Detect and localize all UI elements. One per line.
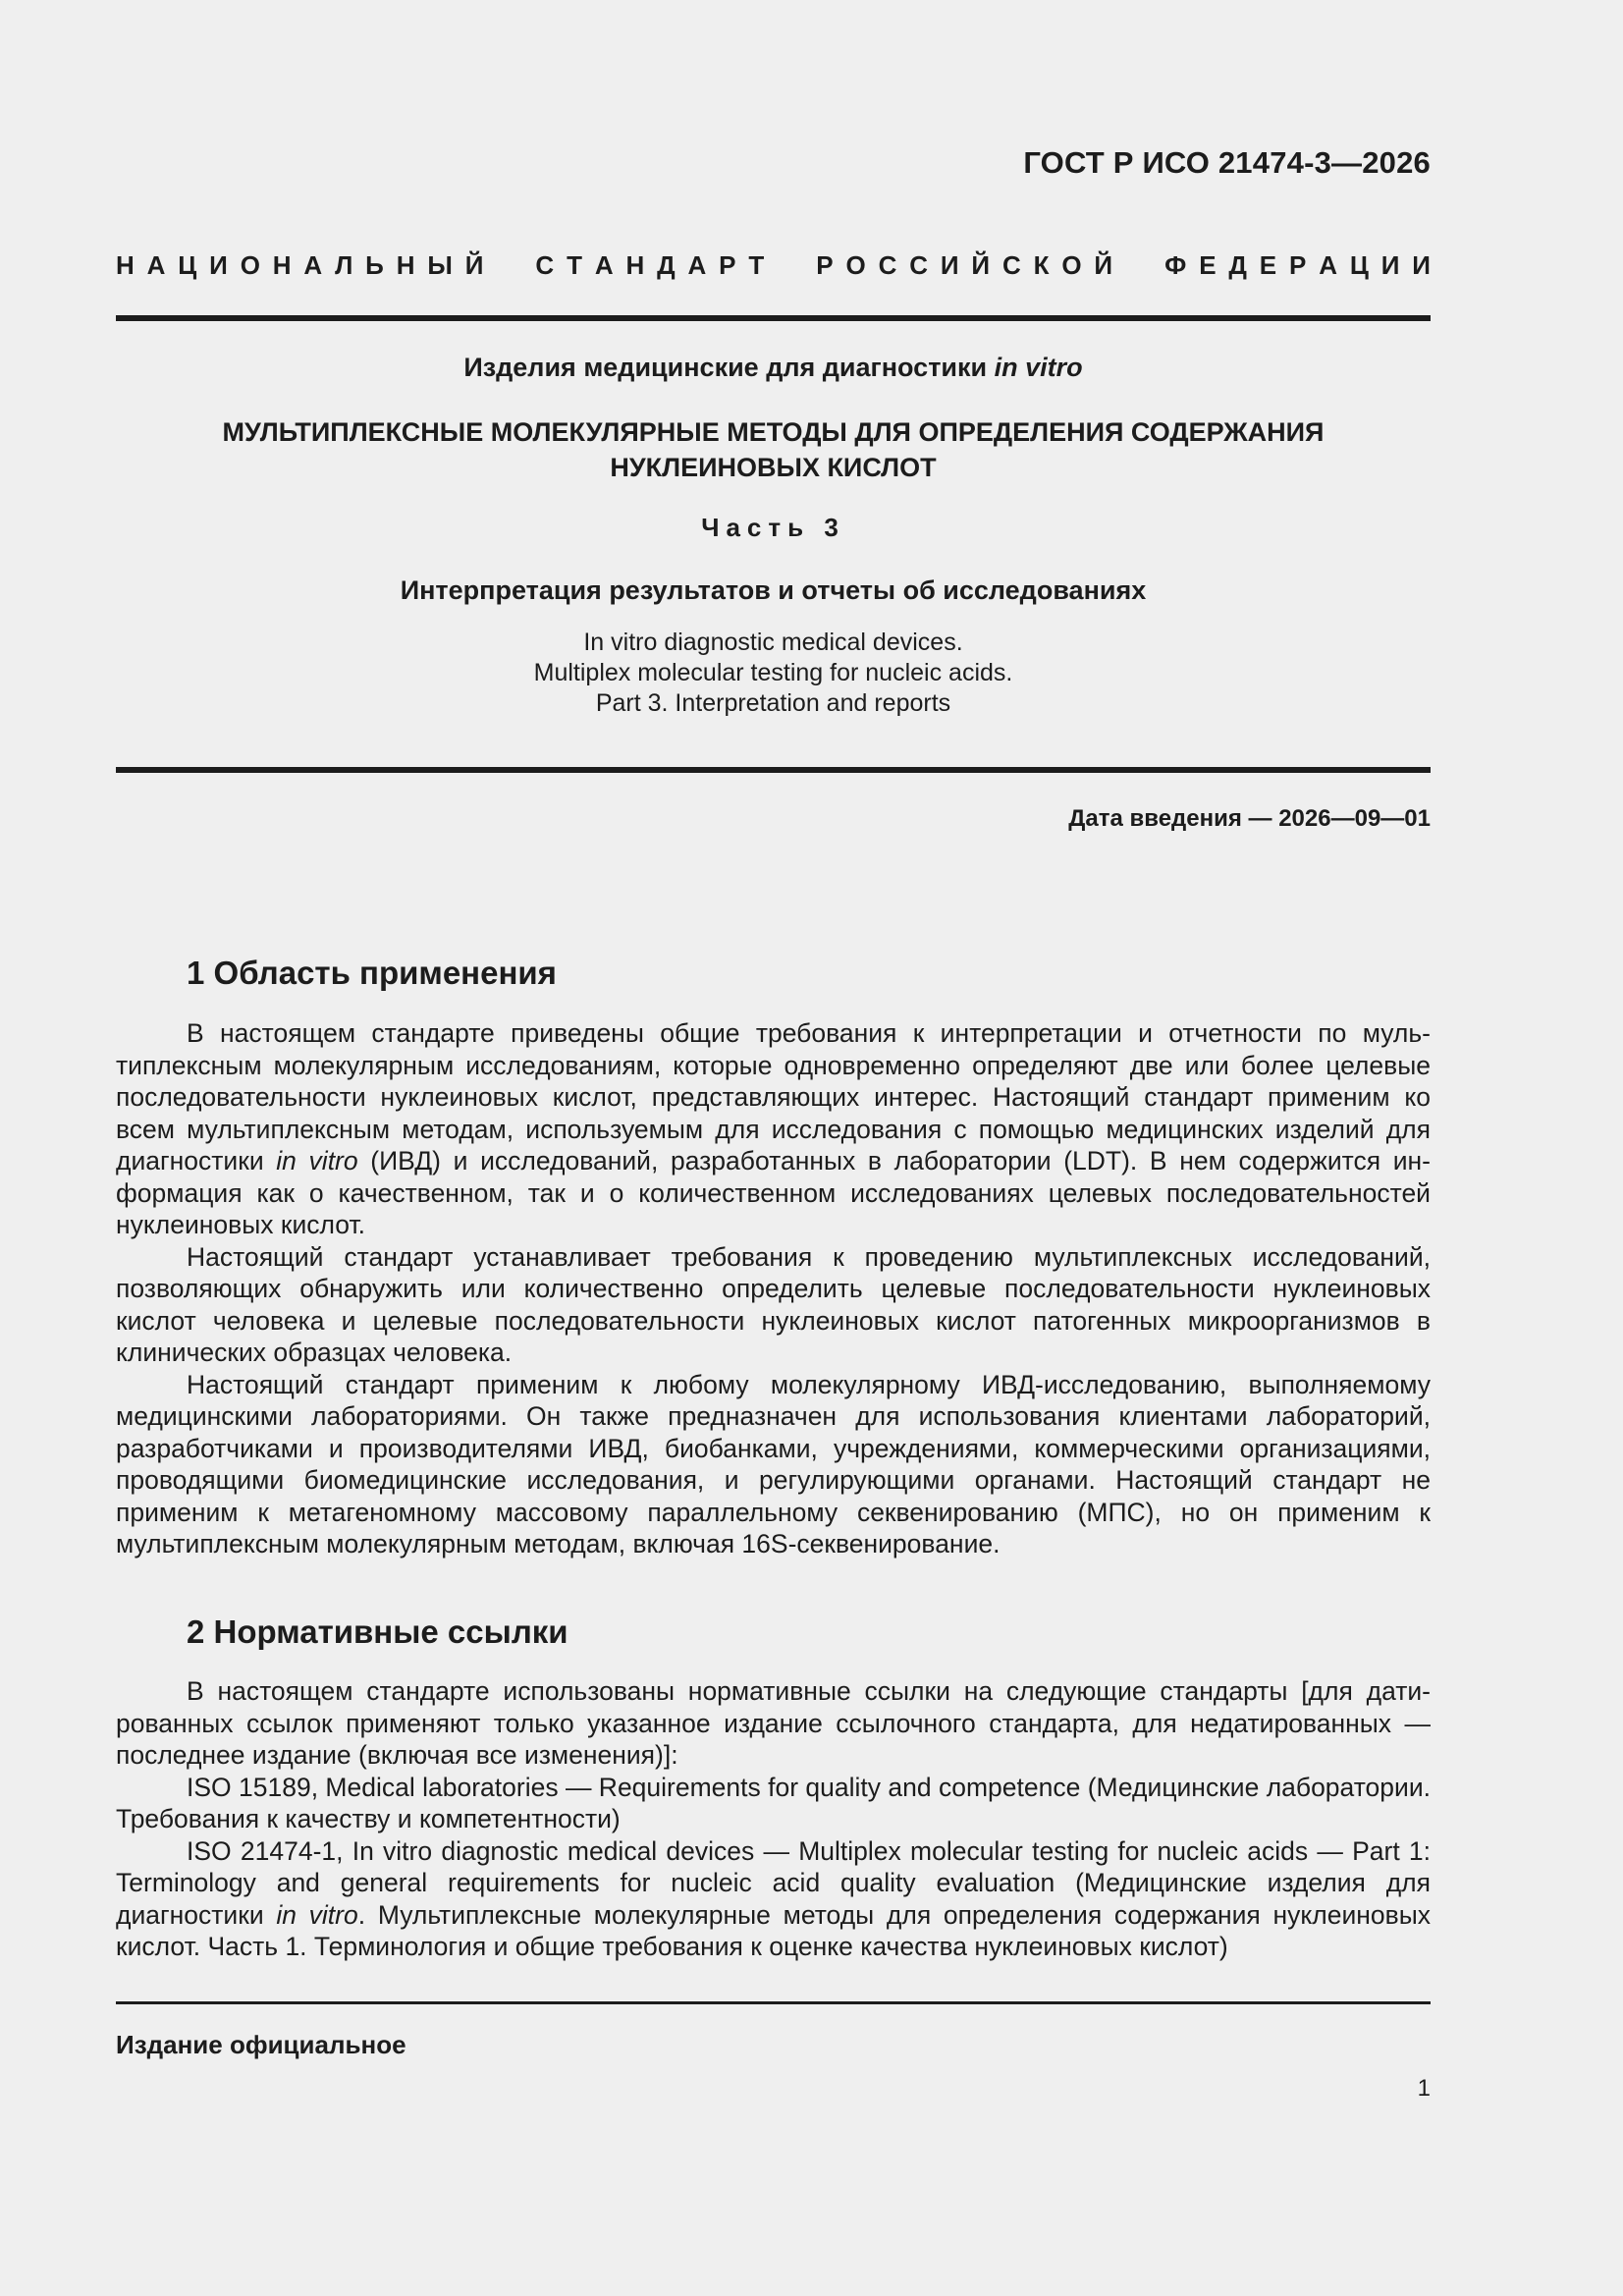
national-header-letter: А [687, 250, 707, 280]
paragraph: Настоящий стандарт устанавливает требования к проведению мультиплексных исследований, позволяющих обнаружить или количественно определить целевые последовательности нуклеиновых кислот человека и целевые последовательности нуклеиновых кислот патогенных микроорганизмов в клинических образцах человека. [116, 1241, 1431, 1367]
national-header-gap [496, 250, 503, 281]
title-subtitle-text: Изделия медицинские для диагностики [463, 353, 995, 382]
reference-item [116, 1835, 1431, 1963]
national-header-letter: О [240, 250, 260, 280]
national-header-letter: Н [272, 250, 292, 280]
national-header-gap [777, 250, 784, 281]
national-header-letter: Р [1289, 250, 1307, 280]
page-number: 1 [1417, 2075, 1431, 2102]
national-header-letter: А [303, 250, 323, 280]
national-header-letter: Е [1199, 250, 1217, 280]
title-subtitle [116, 350, 1431, 385]
reference-item: ISO 15189, Medical laboratories — Requirements for quality and competence (Медицинские лаборатории. Требования к качеству и компетентности) [116, 1772, 1431, 1833]
document-page [116, 0, 1431, 2296]
national-header-letter: Ц [1349, 250, 1369, 280]
title-rule [116, 767, 1431, 773]
national-header-letter: С [909, 250, 928, 280]
title-block [116, 350, 1431, 719]
national-header-letter: Р [816, 250, 834, 280]
title-english-line: Part 3. Interpretation and reports [595, 689, 951, 717]
national-header-letter: Ь [365, 250, 384, 280]
paragraph-text: . Мультиплексные молекулярные методы для определения содержания нуклеиновых кислот. Часть 1. Терминология и общие требования к оценке качества нуклеиновых кислот) [116, 1899, 1431, 1961]
title-interpretation: Интерпретация результатов и отчеты об исследованиях [400, 575, 1147, 605]
national-header-letter: С [1001, 250, 1021, 280]
section-scope-body [116, 1017, 1431, 1560]
national-header-letter: А [146, 250, 166, 280]
title-part: Часть 3 [701, 513, 845, 542]
introduction-date: Дата введения — 2026—09—01 [1068, 805, 1431, 832]
national-header-letter: Е [1259, 250, 1277, 280]
paragraph-text: В настоящем стандарте приведены общие требования к интерпретации и отчетности по мультиплексным молекулярным исследованиям, которые одновременно определяют две или более целевые последовательности нуклеиновых кислот, представляющих интерес. Настоящий стандарт применим ко всем мультиплексным методам, используемым для исследования с помощью медицинских изделий для диагностики [116, 1018, 1431, 1175]
national-header-letter: Ы [427, 250, 453, 280]
title-subtitle-italic: in vitro [994, 353, 1083, 382]
paragraph-italic: in vitro [276, 1146, 358, 1175]
national-header-letter: К [1033, 250, 1050, 280]
paragraph: Настоящий стандарт применим к любому молекулярному ИВД-исследованию, выполняемому медицинскими лабораториями. Он также предназначен для использования клиентами лабораторий, разработчиками и производителями ИВД, биобанками, учреждениями, коммерческими организациями, проводящими биомедицинские исследования, и регулирующими органами. Настоящий стандарт не применим к метагеномному массовому параллельному секвенированию (МПС), но он применим к мультиплексным молекулярным методам, включая 16S-секвенирование. [116, 1369, 1431, 1558]
national-header-letter: С [878, 250, 897, 280]
national-header-gap [515, 250, 522, 281]
title-english [116, 628, 1431, 719]
paragraph [116, 1017, 1431, 1241]
title-main-line1: МУЛЬТИПЛЕКСНЫЕ МОЛЕКУЛЯРНЫЕ МЕТОДЫ ДЛЯ ОПРЕДЕЛЕНИЯ СОДЕРЖАНИЯ [222, 417, 1325, 447]
national-standard-header [116, 250, 1431, 281]
title-english-line: Multiplex molecular testing for nucleic acids. [533, 659, 1013, 686]
national-header-letter: Н [625, 250, 645, 280]
national-header-letter: С [535, 250, 555, 280]
national-header-letter: Д [1228, 250, 1247, 280]
paragraph-text: ISO 21474-1, In vitro diagnostic medical devices — Multiplex molecular testing for nucleic acids — Part 1: Terminology and general requirements for nucleic acid quality evaluation (Медицинские изделия для диагностики [116, 1835, 1431, 1930]
national-header-gap [1125, 250, 1132, 281]
national-header-letter: Т [567, 250, 582, 280]
national-header-letter: Ф [1164, 250, 1187, 280]
document-number: ГОСТ Р ИСО 21474-3—2026 [1023, 145, 1431, 180]
national-header-letter: И [1380, 250, 1400, 280]
section-heading-normative-references: 2 Нормативные ссылки [187, 1613, 568, 1650]
national-header-letter: Ц [178, 250, 197, 280]
national-header-letter: Н [396, 250, 415, 280]
official-edition-label: Издание официальное [116, 2030, 406, 2059]
national-header-letter: И [209, 250, 228, 280]
section-heading-scope: 1 Область применения [187, 955, 557, 991]
national-header-letter: А [594, 250, 614, 280]
national-header-letter: О [1061, 250, 1082, 280]
footer-rule [116, 2001, 1431, 2004]
national-header-letter: Н [116, 250, 135, 280]
national-header-letter: Т [748, 250, 765, 280]
national-header-letter: И [940, 250, 959, 280]
paragraph-italic: in vitro [276, 1899, 358, 1930]
title-main-line2: НУКЛЕИНОВЫХ КИСЛОТ [610, 453, 937, 482]
national-header-letter: А [1319, 250, 1337, 280]
title-main [116, 414, 1431, 485]
national-header-letter: Й [971, 250, 991, 280]
header-rule [116, 315, 1431, 321]
national-header-letter: Й [464, 250, 484, 280]
national-header-letter: Р [719, 250, 736, 280]
national-header-letter: Л [335, 250, 353, 280]
paragraph-text: (ИВД) и исследований, разработанных в лаборатории (LDT). В нем содержится информация как о качественном, так и о количественном исследованиях целевых последовательностей нуклеиновых кислот. [116, 1146, 1431, 1239]
national-header-letter: И [1412, 250, 1431, 280]
paragraph: В настоящем стандарте использованы нормативные ссылки на следующие стандарты [для датированных ссылок применяют только указанное издание ссылочного стандарта, для недатированных — последнее издание (включая все изменения)]: [116, 1676, 1431, 1770]
national-header-letter: Д [657, 250, 676, 280]
national-header-gap [1145, 250, 1152, 281]
national-header-letter: Й [1094, 250, 1113, 280]
national-header-gap [796, 250, 803, 281]
section-references-body [116, 1675, 1431, 1963]
title-english-line: In vitro diagnostic medical devices. [583, 629, 963, 656]
national-header-letter: О [845, 250, 866, 280]
